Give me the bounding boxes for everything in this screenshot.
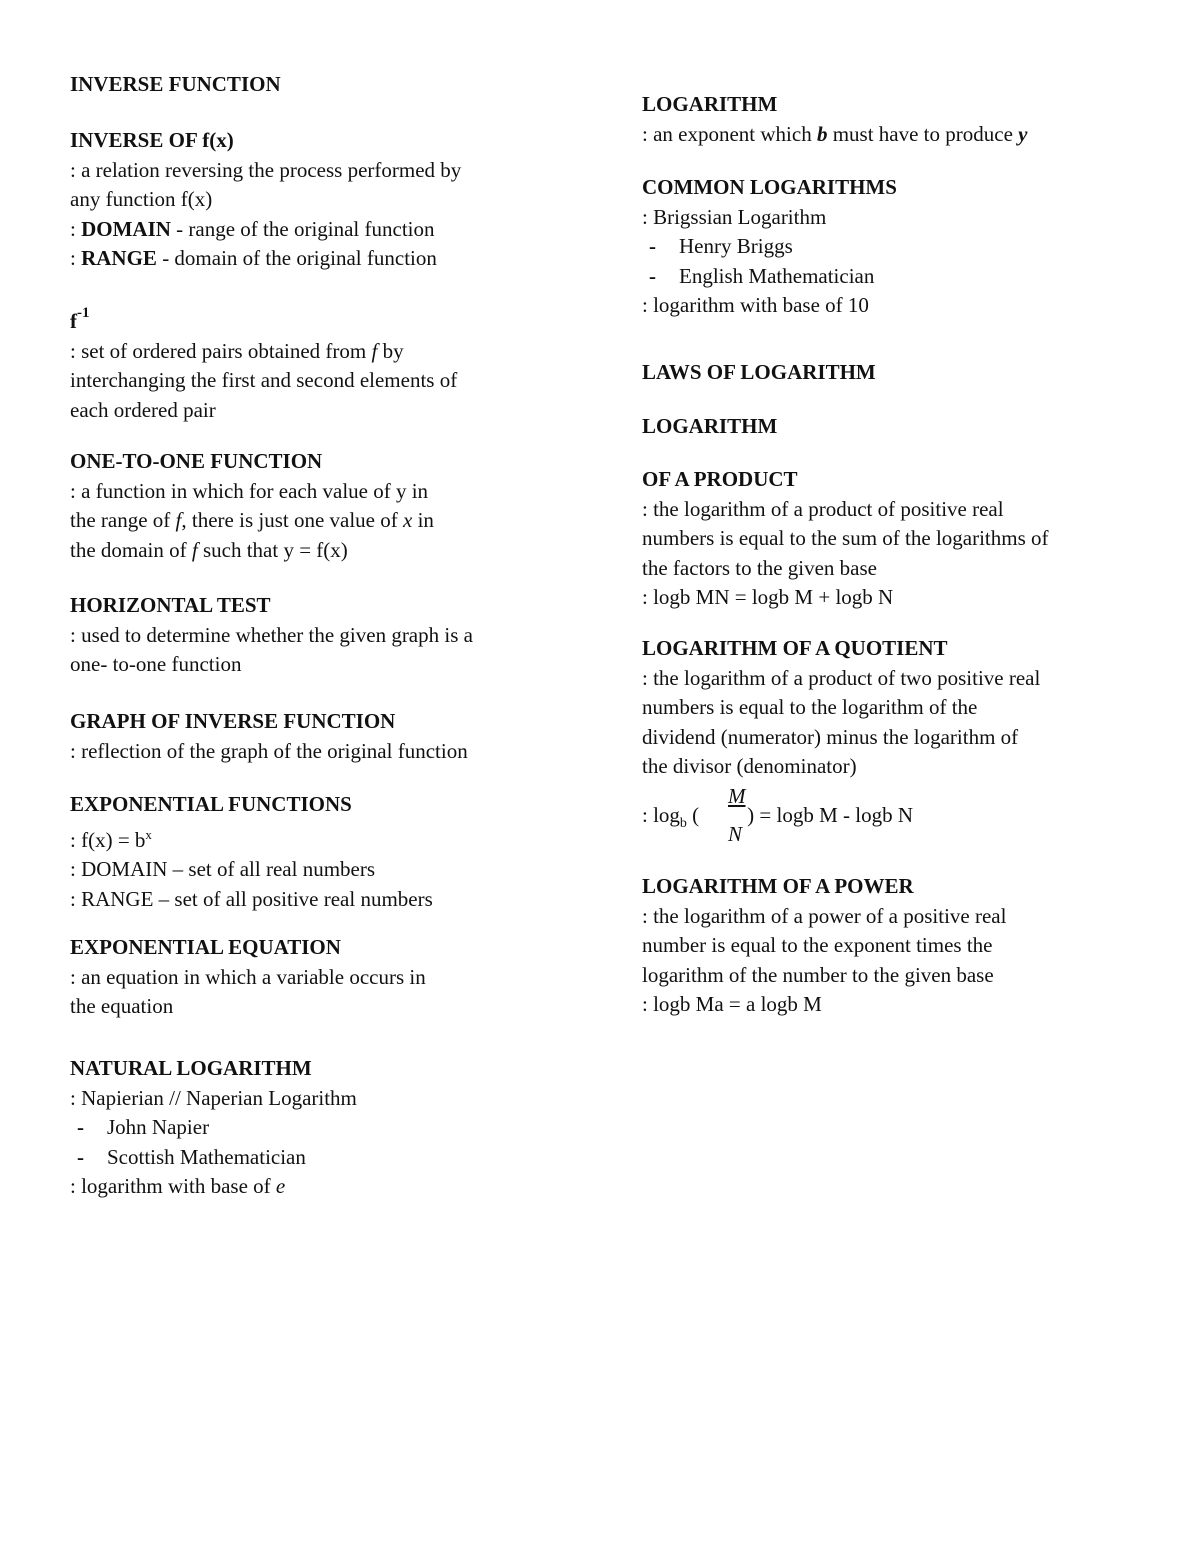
laws-heading: LAWS OF LOGARITHM bbox=[642, 360, 876, 384]
section-heading: LOGARITHM OF A QUOTIENT bbox=[642, 636, 948, 660]
italic-x: x bbox=[403, 508, 413, 532]
bullet-item bbox=[642, 232, 897, 262]
f-inverse-heading bbox=[70, 302, 457, 337]
italic-b: b bbox=[816, 121, 828, 146]
formula-line bbox=[642, 801, 913, 839]
bullet-text: Scottish Mathematician bbox=[107, 1144, 306, 1169]
text-span: the range of bbox=[70, 508, 176, 532]
section-common-log bbox=[642, 173, 897, 321]
section-exp-functions bbox=[70, 790, 433, 914]
text-line: one- to-one function bbox=[70, 652, 242, 676]
range-label: RANGE bbox=[81, 246, 157, 270]
bullet-text: English Mathematician bbox=[679, 263, 875, 288]
domain-label: DOMAIN bbox=[81, 216, 171, 241]
subscript: b bbox=[679, 815, 687, 831]
text-line: : reflection of the graph of the original function bbox=[70, 738, 468, 763]
text-span: by bbox=[377, 338, 404, 363]
text-line bbox=[642, 120, 1027, 150]
text-line: : an equation in which a variable occurs in bbox=[70, 964, 426, 989]
text-line: numbers is equal to the logarithm of the bbox=[642, 695, 978, 719]
text-line: : the logarithm of a product of positive real bbox=[642, 496, 1004, 521]
italic-y: y bbox=[1018, 121, 1028, 146]
text-span: : logarithm with base of bbox=[70, 1174, 276, 1198]
text-span: , there is just one value of bbox=[181, 508, 403, 532]
section-heading: INVERSE OF f(x) bbox=[70, 128, 234, 152]
text-span: the domain of bbox=[70, 537, 192, 562]
section-horizontal-test bbox=[70, 591, 473, 680]
fraction-numerator: M bbox=[728, 783, 746, 808]
section-heading: EXPONENTIAL FUNCTIONS bbox=[70, 792, 352, 816]
section-heading: NATURAL LOGARITHM bbox=[70, 1056, 312, 1080]
text-line: : used to determine whether the given graph is a bbox=[70, 622, 473, 647]
section-heading: GRAPH OF INVERSE FUNCTION bbox=[70, 709, 396, 733]
fraction-denominator: N bbox=[728, 821, 743, 846]
text-line: dividend (numerator) minus the logarithm of bbox=[642, 724, 1019, 749]
text-line: : a function in which for each value of y in bbox=[70, 478, 429, 503]
dash-bullet: - bbox=[649, 263, 656, 288]
text-line: : DOMAIN – set of all real numbers bbox=[70, 857, 376, 881]
section-logarithm bbox=[642, 90, 1027, 149]
text-span: : set of ordered pairs obtained from bbox=[70, 338, 372, 363]
range-text: - domain of the original function bbox=[156, 246, 437, 270]
text-line bbox=[70, 337, 457, 367]
text-line: : the logarithm of a power of a positive real bbox=[642, 903, 1007, 928]
section-heading: OF A PRODUCT bbox=[642, 467, 798, 491]
dash-bullet: - bbox=[77, 1144, 84, 1169]
dash-bullet: - bbox=[649, 234, 656, 258]
text-line: the factors to the given base bbox=[642, 555, 877, 580]
section-graph-inverse bbox=[70, 707, 468, 766]
bullet-text: Henry Briggs bbox=[679, 234, 793, 258]
bullet-item bbox=[70, 1143, 357, 1173]
section-f-inverse bbox=[70, 302, 457, 425]
dash-bullet: - bbox=[77, 1115, 84, 1139]
f-inverse-sup: -1 bbox=[77, 305, 90, 321]
text-span: : log bbox=[642, 802, 680, 827]
text-line: : a relation reversing the process performed by bbox=[70, 157, 462, 182]
text-line: : the logarithm of a product of two positive real bbox=[642, 665, 1041, 690]
text-line: any function f(x) bbox=[70, 187, 213, 211]
text-line bbox=[70, 536, 434, 566]
section-natural-log bbox=[70, 1054, 357, 1202]
section-heading: LOGARITHM bbox=[642, 92, 778, 116]
text-span: in bbox=[412, 508, 434, 532]
formula-line: : logb MN = logb M + logb N bbox=[642, 585, 894, 609]
text-span: : f(x) = b bbox=[70, 827, 146, 852]
f-inverse-base: f bbox=[70, 309, 77, 333]
text-line bbox=[70, 506, 434, 536]
domain-text: - range of the original function bbox=[170, 216, 435, 241]
text-span: ( bbox=[686, 802, 700, 827]
text-span: must have to produce bbox=[827, 121, 1019, 146]
section-heading: ONE-TO-ONE FUNCTION bbox=[70, 449, 323, 473]
text-span: ) = logb M - logb N bbox=[747, 802, 914, 827]
section-heading: EXPONENTIAL EQUATION bbox=[70, 935, 341, 959]
italic-f: f bbox=[191, 537, 198, 562]
section-inverse-of bbox=[70, 126, 461, 274]
text-line: the equation bbox=[70, 994, 174, 1018]
text-span: such that y = f(x) bbox=[197, 537, 348, 562]
text-line: : Brigssian Logarithm bbox=[642, 204, 827, 229]
section-heading: HORIZONTAL TEST bbox=[70, 593, 271, 617]
text-line: the divisor (denominator) bbox=[642, 754, 857, 778]
text-line: logarithm of the number to the given base bbox=[642, 962, 994, 987]
text-line: each ordered pair bbox=[70, 397, 216, 422]
section-quotient bbox=[642, 634, 1040, 854]
domain-line: : DOMAIN - range of the original function bbox=[70, 216, 435, 241]
text-line: number is equal to the exponent times the bbox=[642, 933, 993, 957]
text-span: : an exponent which bbox=[642, 121, 817, 146]
bullet-item bbox=[642, 262, 897, 292]
text-line: numbers is equal to the sum of the logarithms of bbox=[642, 526, 1049, 550]
text-line bbox=[70, 1172, 357, 1202]
exponent: x bbox=[145, 826, 152, 842]
text-line: : Napierian // Naperian Logarithm bbox=[70, 1085, 357, 1110]
text-line: : RANGE – set of all positive real numbers bbox=[70, 886, 433, 911]
section-exp-equation bbox=[70, 933, 426, 1022]
logarithm-subheading: LOGARITHM bbox=[642, 414, 778, 438]
section-product bbox=[642, 465, 1049, 613]
page-title: INVERSE FUNCTION bbox=[70, 72, 281, 96]
italic-f: f bbox=[175, 508, 182, 532]
text-line: interchanging the first and second elements of bbox=[70, 368, 458, 392]
bullet-text: John Napier bbox=[107, 1115, 210, 1139]
italic-f: f bbox=[371, 338, 378, 363]
section-power bbox=[642, 872, 1006, 1020]
section-heading: COMMON LOGARITHMS bbox=[642, 175, 897, 199]
formula-line: : logb Ma = a logb M bbox=[642, 992, 822, 1016]
bullet-item bbox=[70, 1113, 357, 1143]
quotient-formula bbox=[642, 782, 1040, 854]
italic-e: e bbox=[275, 1174, 286, 1198]
section-one-to-one bbox=[70, 447, 434, 565]
formula-line bbox=[70, 820, 433, 856]
text-line: : logarithm with base of 10 bbox=[642, 293, 869, 317]
section-heading: LOGARITHM OF A POWER bbox=[642, 874, 914, 898]
range-line: : RANGE - domain of the original function bbox=[70, 246, 437, 270]
